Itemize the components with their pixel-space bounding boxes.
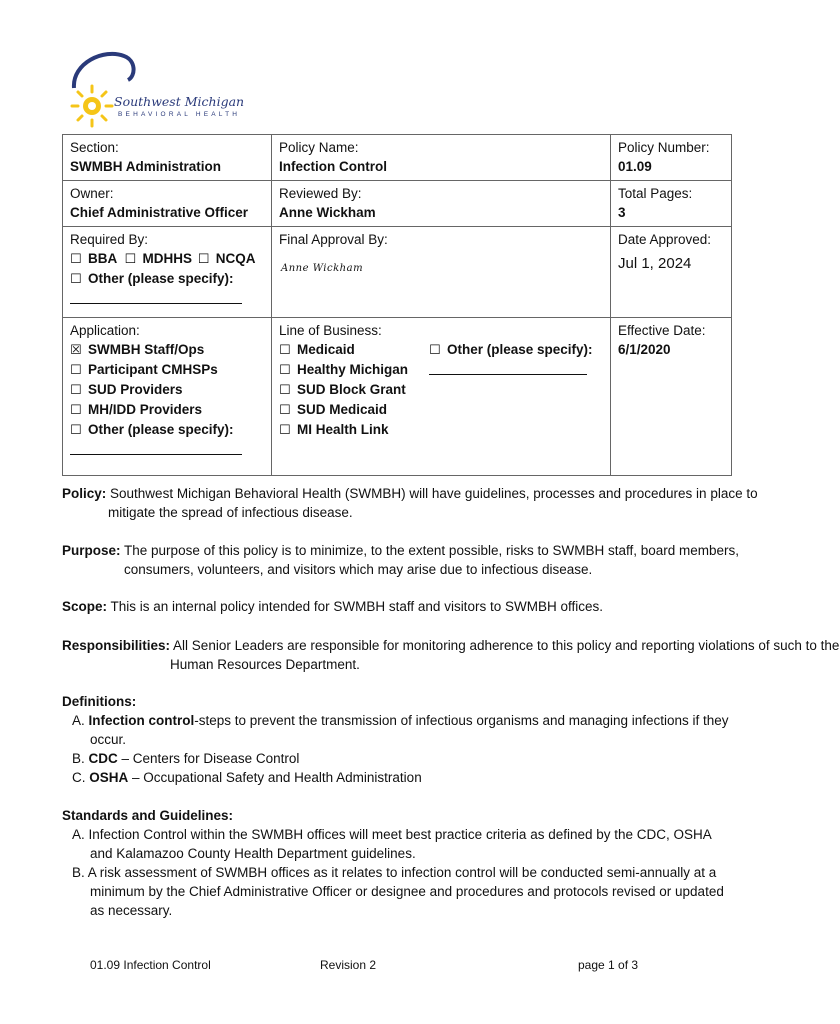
effective-date-cell	[611, 318, 732, 476]
checkbox-lob-2[interactable]: ☐	[279, 383, 291, 398]
policy-name-value: Infection Control	[279, 159, 387, 174]
lob-item-4: MI Health Link	[297, 422, 389, 437]
scope-paragraph	[62, 597, 732, 616]
standard-item: B. A risk assessment of SWMBH offices as it relates to infection control will be conducted semi-annually at a minimum by the Chief Administrative Officer or designee and procedures and protocols revised or updated as necessary.	[72, 865, 724, 918]
policy-number-label: Policy Number:	[618, 140, 710, 155]
responsibilities-text: All Senior Leaders are responsible for monitoring adherence to this policy and reporting violations of such to the Human Resources Department.	[170, 638, 840, 672]
app-item-4: Other (please specify):	[88, 422, 234, 437]
app-item-1: Participant CMHSPs	[88, 362, 218, 377]
app-other-line[interactable]	[70, 440, 242, 455]
logo-name: Southwest Michigan	[114, 94, 245, 109]
standards-section	[62, 806, 732, 920]
definition-item: B. CDC – Centers for Disease Control	[72, 751, 300, 766]
total-pages-label: Total Pages:	[618, 186, 693, 201]
policy-number-cell	[611, 135, 732, 181]
checkbox-app-2[interactable]: ☐	[70, 383, 82, 398]
responsibilities-paragraph	[62, 636, 840, 674]
policy-text: Southwest Michigan Behavioral Health (SWMBH) will have guidelines, processes and procedures in place to mitigate the spread of infectious disease.	[108, 486, 758, 520]
section-label: Section:	[70, 140, 119, 155]
date-approved-cell	[611, 227, 732, 318]
app-item-3: MH/IDD Providers	[88, 402, 203, 417]
owner-cell	[63, 181, 272, 227]
lob-label: Line of Business:	[279, 323, 382, 338]
lob-item-1: Healthy Michigan	[297, 362, 409, 377]
checkbox-app-3[interactable]: ☐	[70, 403, 82, 418]
reviewed-cell	[272, 181, 611, 227]
approval-signature: Anne Wickham	[281, 263, 364, 274]
checkbox-lob-3[interactable]: ☐	[279, 403, 291, 418]
scope-label: Scope:	[62, 599, 108, 614]
line-of-business-cell	[272, 318, 611, 476]
date-approved-value: Jul 1, 2024	[618, 255, 692, 272]
total-pages-cell	[611, 181, 732, 227]
owner-value: Chief Administrative Officer	[70, 205, 249, 220]
date-approved-label: Date Approved:	[618, 232, 712, 247]
standard-item: A. Infection Control within the SWMBH offices will meet best practice criteria as defined by the CDC, OSHA and Kalamazoo County Health Department guidelines.	[72, 827, 712, 861]
lob-other-label: Other (please specify):	[447, 342, 593, 357]
app-item-2: SUD Providers	[88, 382, 183, 397]
checkbox-lob-1[interactable]: ☐	[279, 363, 291, 378]
required-by-cell	[63, 227, 272, 318]
scope-text: This is an internal policy intended for SWMBH staff and visitors to SWMBH offices.	[110, 599, 603, 614]
logo-subtitle: BEHAVIORAL HEALTH	[118, 111, 241, 118]
policy-paragraph	[62, 484, 778, 522]
policy-name-cell	[272, 135, 611, 181]
req-mdhhs-label: MDHHS	[142, 251, 193, 266]
purpose-paragraph	[62, 541, 794, 579]
policy-number-value: 01.09	[618, 159, 652, 174]
checkbox-app-0[interactable]: ☒	[70, 343, 82, 358]
application-label: Application:	[70, 323, 140, 338]
lob-item-3: SUD Medicaid	[297, 402, 388, 417]
standards-heading: Standards and Guidelines:	[62, 808, 234, 823]
checkbox-ncqa[interactable]: ☐	[197, 252, 210, 267]
final-approval-label: Final Approval By:	[279, 232, 388, 247]
checkbox-lob-other[interactable]: ☐	[429, 343, 441, 358]
reviewed-label: Reviewed By:	[279, 186, 362, 201]
owner-label: Owner:	[70, 186, 114, 201]
effective-date-value: 6/1/2020	[618, 342, 671, 357]
req-bba-label: BBA	[88, 251, 117, 266]
footer-doc: 01.09 Infection Control	[90, 958, 211, 972]
definition-item: C. OSHA – Occupational Safety and Health Administration	[72, 770, 422, 785]
app-item-0: SWMBH Staff/Ops	[88, 342, 205, 357]
policy-header-table	[62, 134, 732, 476]
required-by-label: Required By:	[70, 232, 149, 247]
footer-page: page 1 of 3	[578, 958, 639, 972]
req-other-line[interactable]	[70, 289, 242, 304]
req-ncqa-label: NCQA	[215, 251, 256, 266]
purpose-label: Purpose:	[62, 543, 121, 558]
lob-item-2: SUD Block Grant	[297, 382, 406, 397]
final-approval-cell	[272, 227, 611, 318]
section-cell	[63, 135, 272, 181]
purpose-text: The purpose of this policy is to minimize, to the extent possible, risks to SWMBH staff, board members, consumers, volunteers, and visitors which may arise due to infectious disease.	[124, 543, 740, 577]
checkbox-app-1[interactable]: ☐	[70, 363, 82, 378]
policy-name-label: Policy Name:	[279, 140, 359, 155]
checkbox-app-4[interactable]: ☐	[70, 423, 82, 438]
checkbox-lob-0[interactable]: ☐	[279, 343, 291, 358]
definitions-heading: Definitions:	[62, 694, 137, 709]
footer-revision: Revision 2	[320, 958, 377, 972]
total-pages-value: 3	[618, 205, 626, 220]
policy-label: Policy:	[62, 486, 107, 501]
definitions-section	[62, 692, 732, 787]
checkbox-lob-4[interactable]: ☐	[279, 423, 291, 438]
application-cell	[63, 318, 272, 476]
req-other-label: Other (please specify):	[88, 271, 234, 286]
checkbox-req-other[interactable]: ☐	[70, 272, 82, 287]
lob-other-line[interactable]	[429, 360, 587, 375]
checkbox-mdhhs[interactable]: ☐	[124, 252, 137, 267]
checkbox-bba[interactable]: ☐	[70, 252, 82, 267]
reviewed-value: Anne Wickham	[279, 205, 376, 220]
effective-date-label: Effective Date:	[618, 323, 706, 338]
lob-item-0: Medicaid	[297, 342, 355, 357]
responsibilities-label: Responsibilities:	[62, 638, 171, 653]
definition-item: A. Infection control-steps to prevent the transmission of infectious organisms and managing infections if they occur.	[72, 713, 729, 747]
section-value: SWMBH Administration	[70, 159, 221, 174]
